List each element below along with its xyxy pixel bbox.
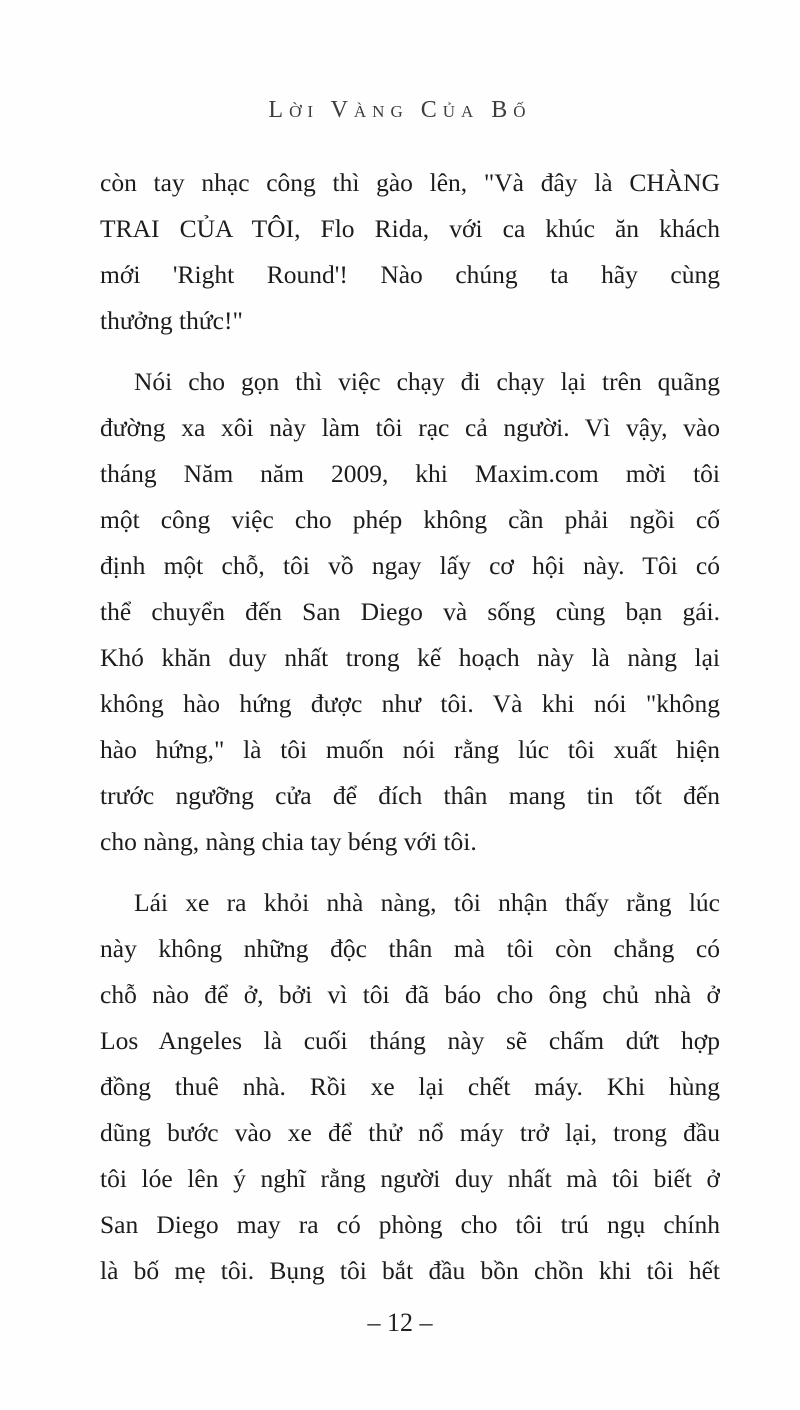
text-line: Los Angeles là cuối tháng này sẽ chấm dứt hợp — [100, 1026, 720, 1055]
text-line: Khó khăn duy nhất trong kế hoạch này là nàng lại — [100, 643, 720, 672]
running-header: Lời Vàng Của Bố — [268, 97, 532, 123]
text-line: TRAI CỦA TÔI, Flo Rida, với ca khúc ăn khách — [100, 214, 720, 243]
text-line: một công việc cho phép không cần phải ngồi cố — [100, 505, 720, 534]
text-line: hào hứng," là tôi muốn nói rằng lúc tôi xuất hiện — [100, 735, 720, 764]
page-text — [100, 160, 720, 1294]
paragraph — [100, 359, 720, 865]
text-line: không hào hứng được như tôi. Và khi nói "không — [100, 689, 720, 718]
text-line: trước ngưỡng cửa để đích thân mang tin tốt đến — [100, 781, 720, 810]
text-line: cho nàng, nàng chia tay béng với tôi. — [100, 827, 477, 856]
paragraph — [100, 880, 720, 1294]
text-line: đường xa xôi này làm tôi rạc cả người. Vì vậy, vào — [100, 413, 720, 442]
text-line: còn tay nhạc công thì gào lên, "Và đây là CHÀNG — [100, 168, 720, 197]
text-line: San Diego may ra có phòng cho tôi trú ngụ chính — [100, 1210, 720, 1239]
text-line: đồng thuê nhà. Rồi xe lại chết máy. Khi hùng — [100, 1072, 720, 1101]
text-line: dũng bước vào xe để thử nổ máy trở lại, trong đầu — [100, 1118, 720, 1147]
page-number: – 12 – — [367, 1308, 433, 1337]
text-line: thể chuyển đến San Diego và sống cùng bạn gái. — [100, 597, 720, 626]
text-line: này không những độc thân mà tôi còn chẳng có — [100, 934, 720, 963]
text-line: mới 'Right Round'! Nào chúng ta hãy cùng — [100, 260, 720, 289]
text-line: tôi lóe lên ý nghĩ rằng người duy nhất mà tôi biết ở — [100, 1164, 720, 1193]
text-line: định một chỗ, tôi vồ ngay lấy cơ hội này. Tôi có — [100, 551, 720, 580]
text-line: Nói cho gọn thì việc chạy đi chạy lại trên quãng — [134, 367, 720, 396]
text-line: tháng Năm năm 2009, khi Maxim.com mời tôi — [100, 459, 720, 488]
text-line: là bố mẹ tôi. Bụng tôi bắt đầu bồn chồn khi tôi hết — [100, 1256, 720, 1285]
text-line: thưởng thức!" — [100, 306, 243, 335]
text-line: chỗ nào để ở, bởi vì tôi đã báo cho ông chủ nhà ở — [100, 980, 720, 1009]
text-line: Lái xe ra khỏi nhà nàng, tôi nhận thấy rằng lúc — [134, 888, 720, 917]
paragraph — [100, 160, 720, 344]
